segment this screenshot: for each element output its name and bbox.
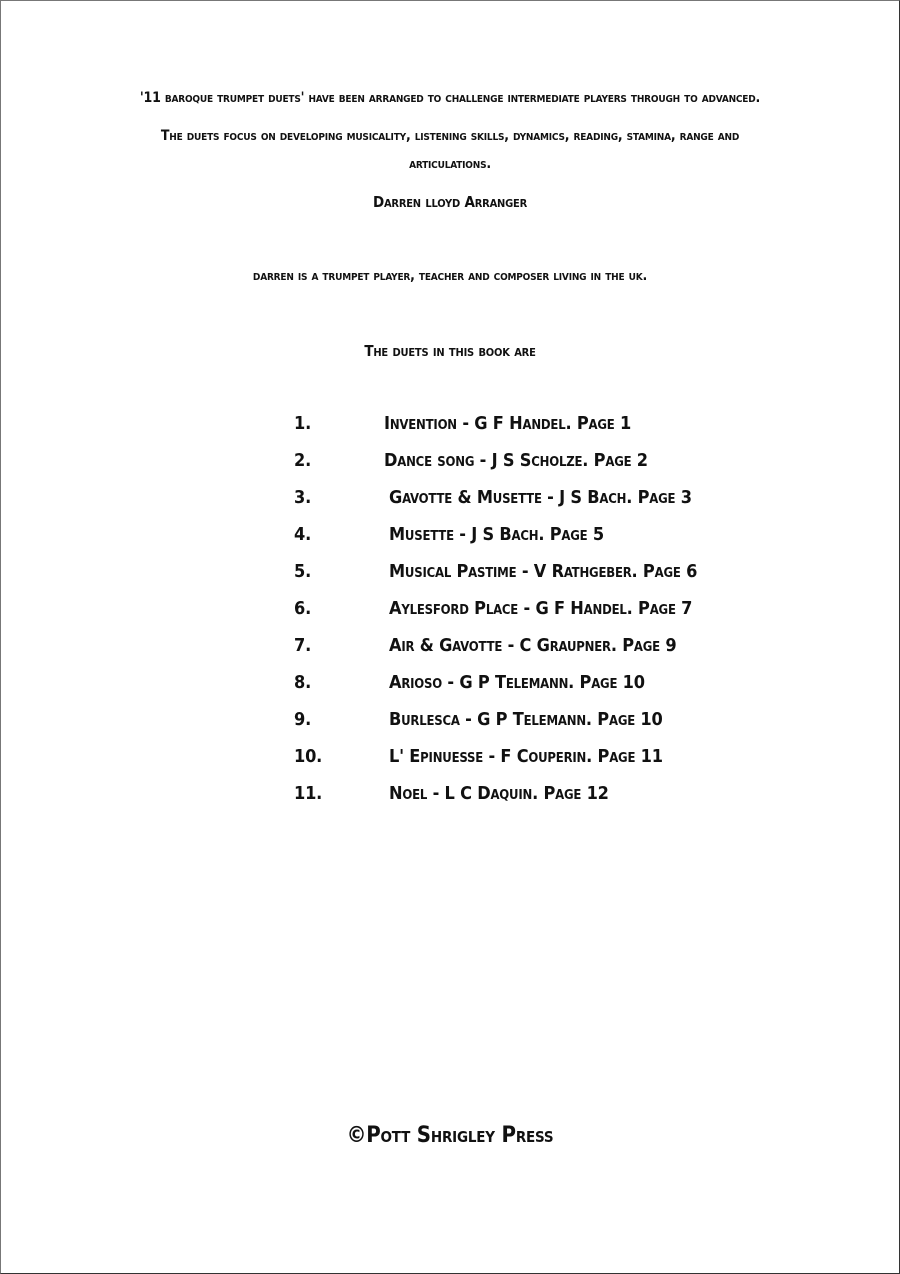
arranger-bio: darren is a trumpet player, teacher and composer living in the uk. [252,268,648,284]
duet-list [0,413,900,820]
duet-number: 8. [294,672,312,693]
duet-item [0,561,900,598]
duet-item [0,635,900,672]
duet-number: 2. [294,450,312,471]
duet-item [0,672,900,709]
duet-number: 10. [294,746,323,767]
duet-number: 5. [294,561,312,582]
duet-title: Musette - J S Bach. Page 5 [389,524,604,545]
copyright-notice: ©Pott Shrigley Press [346,1123,554,1148]
duet-number: 4. [294,524,312,545]
intro-line-3: articulations. [409,156,491,172]
duet-item [0,746,900,783]
duet-number: 6. [294,598,312,619]
duet-title: Burlesca - G P Telemann. Page 10 [389,709,663,730]
duet-number: 7. [294,635,312,656]
duet-number: 1. [294,413,312,434]
duet-title: Gavotte & Musette - J S Bach. Page 3 [389,487,692,508]
duet-title: Arioso - G P Telemann. Page 10 [389,672,645,693]
duet-number: 3. [294,487,312,508]
duet-number: 11. [294,783,323,804]
duet-item [0,487,900,524]
duet-item [0,524,900,561]
duet-item [0,413,900,450]
duet-list-heading: The duets in this book are [364,342,536,360]
duet-item [0,709,900,746]
duet-item [0,598,900,635]
duet-title: L' Epinuesse - F Couperin. Page 11 [389,746,663,767]
duet-title: Invention - G F Handel. Page 1 [384,413,632,434]
intro-line-1: '11 baroque trumpet duets' have been arranged to challenge intermediate players through to advanced. [139,90,761,106]
duet-item [0,783,900,820]
intro-line-2: The duets focus on developing musicality, listening skills, dynamics, reading, stamina, range and [160,128,740,144]
arranger-credit: Darren lloyd Arranger [372,193,528,211]
duet-title: Dance song - J S Scholze. Page 2 [384,450,648,471]
duet-title: Musical Pastime - V Rathgeber. Page 6 [389,561,698,582]
duet-title: Air & Gavotte - C Graupner. Page 9 [389,635,677,656]
duet-number: 9. [294,709,312,730]
duet-item [0,450,900,487]
duet-title: Aylesford Place - G F Handel. Page 7 [389,598,693,619]
duet-title: Noel - L C Daquin. Page 12 [389,783,609,804]
